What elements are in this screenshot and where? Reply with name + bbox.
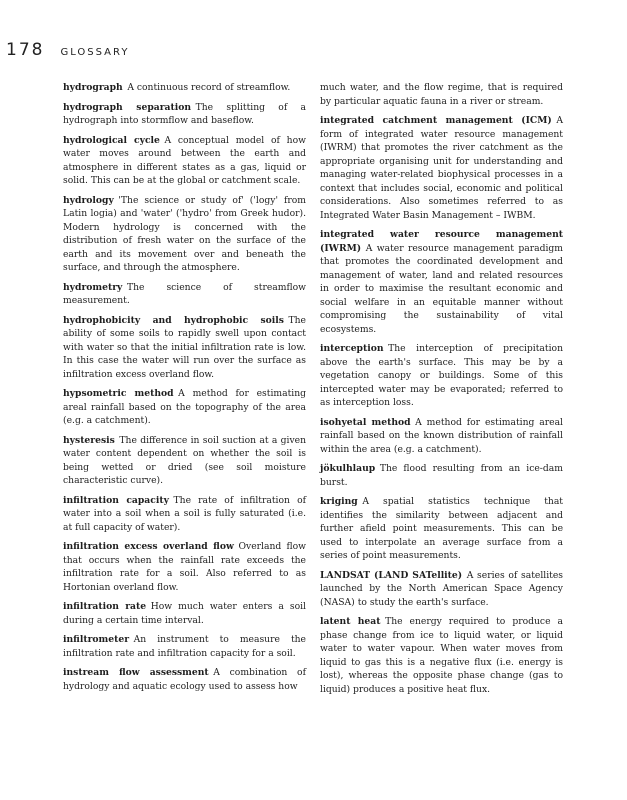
glossary-definition: 'The science or study of' ('logy' from Latin logia) and 'water' ('hydro' from Greek hudor). Modern hydrology is concerned with the distribution of fresh water on the surface of the earth and its movement over and beneath the surface, and through the atmosphere. — [63, 194, 306, 273]
glossary-definition: A continuous record of streamflow. — [127, 82, 291, 93]
glossary-term: LANDSAT (LAND SATellite) — [320, 569, 463, 581]
glossary-term: latent heat — [320, 616, 381, 627]
glossary-entry — [63, 134, 306, 188]
glossary-term: hysteresis — [63, 434, 115, 446]
glossary-definition: A method for estimating areal rainfall based on the topography of the area (e.g. a catchment). — [63, 388, 306, 426]
glossary-entry — [63, 540, 306, 594]
glossary-entry — [63, 314, 306, 382]
glossary-entry — [320, 228, 563, 336]
glossary-definition: The rate of infiltration of water into a soil when a soil is fully saturated (i.e. at full capacity of water). — [63, 494, 306, 533]
glossary-term: isohyetal method — [320, 416, 411, 428]
glossary-term: infiltrometer — [63, 634, 130, 645]
glossary-entry — [320, 342, 563, 410]
glossary-entry — [320, 114, 563, 222]
glossary-entry — [320, 569, 563, 610]
glossary-entry — [320, 81, 563, 108]
glossary-term: instream flow assessment — [63, 667, 209, 678]
glossary-definition: The splitting of a hydrograph into stormflow and baseflow. — [63, 101, 307, 126]
left-column — [63, 81, 306, 699]
glossary-entry — [63, 494, 306, 535]
glossary-term: infiltration capacity — [63, 494, 169, 506]
glossary-term: hydrophobicity and hydrophobic soils — [63, 314, 284, 326]
right-column — [320, 81, 563, 702]
glossary-definition: A series of satellites launched by the North American Space Agency (NASA) to study the earth's surface. — [320, 569, 563, 608]
glossary-entry — [63, 633, 306, 660]
glossary-definition: The energy required to produce a phase change from ice to liquid water, or liquid water to water vapour. When water moves from liquid to gas this is a negative flux (i.e. energy is lost), whereas the opposite phase change (gas to liquid) produces a positive heat flux. — [320, 616, 563, 695]
glossary-term: infiltration excess overland flow — [63, 541, 234, 552]
glossary-definition: The interception of precipitation above the earth's surface. This may be by a vegetation canopy or buildings. Some of this intercepted water may be evaporated; referred to as interception loss. — [320, 343, 563, 408]
glossary-definition: The science of streamflow measurement. — [63, 281, 306, 306]
glossary-term: jökulhlaup — [320, 463, 376, 474]
glossary-definition: much water, and the flow regime, that is required by particular aquatic fauna in a river or stream. — [320, 82, 563, 107]
glossary-definition: A combination of hydrology and aquatic ecology used to assess how — [63, 667, 306, 692]
glossary-term: hydrometry — [63, 281, 123, 293]
glossary-definition: The flood resulting from an ice-dam burst. — [320, 463, 563, 488]
glossary-term: integrated water resource management (IWRM) — [320, 229, 563, 254]
glossary-definition: A method for estimating areal rainfall based on the known distribution of rainfall within the area (e.g. a catchment). — [320, 416, 563, 455]
glossary-term: interception — [320, 343, 384, 354]
glossary-definition: How much water enters a soil during a certain time interval. — [63, 601, 306, 626]
page-header — [6, 40, 129, 62]
glossary-term: integrated catchment management (ICM) — [320, 115, 552, 126]
glossary-term: infiltration rate — [63, 601, 147, 612]
glossary-definition: A form of integrated water resource management (IWRM) that promotes the river catchment as the appropriate organising unit for understanding and managing water-related biophysical processes in a context that includes social, economic and political considerations. Also sometimes referred to as Integrated Water Basin Management – IWBM. — [320, 115, 563, 221]
glossary-entry — [320, 416, 563, 457]
glossary-entry — [320, 615, 563, 696]
glossary-entry — [320, 495, 563, 563]
glossary-definition: The difference in soil suction at a given water content dependent on whether the soil is being wetted or dried (see soil moisture characteristic curve). — [63, 434, 306, 486]
glossary-entry — [63, 387, 306, 428]
glossary-definition: A water resource management paradigm that promotes the coordinated development and management of water, land and related resources in order to maximise the resultant economic and social welfare in an equitable manner without compromising the sustainability of vital ecosystems. — [320, 242, 563, 335]
glossary-term: hydrology — [63, 194, 114, 206]
glossary-term: hydrograph — [63, 82, 123, 93]
glossary-definition: A spatial statistics technique that identifies the similarity between adjacent and further afield point measurements. This can be used to interpolate an average surface from a series of point measurements. — [320, 496, 563, 561]
glossary-term: hypsometric method — [63, 388, 174, 399]
glossary-definition: The ability of some soils to rapidly swell upon contact with water so that the initial infiltration rate is low. In this case the water will run over the surface as infiltration excess overland flow. — [63, 314, 306, 380]
glossary-entry — [63, 81, 306, 95]
glossary-entry — [63, 194, 306, 275]
glossary-definition: A conceptual model of how water moves around between the earth and atmosphere in different states as a gas, liquid or solid. This can be at the global or catchment scale. — [63, 134, 306, 186]
glossary-term: kriging — [320, 496, 358, 507]
glossary-entry — [320, 462, 563, 489]
page-number: 178 — [6, 40, 45, 60]
glossary-term: hydrograph separation — [63, 101, 192, 113]
glossary-definition: An instrument to measure the infiltration rate and infiltration capacity for a soil. — [63, 634, 306, 659]
running-head: GLOSSARY — [60, 47, 130, 58]
glossary-definition: Overland flow that occurs when the rainfall rate exceeds the infiltration rate for a soil. Also referred to as Hortonian overland flow. — [63, 541, 306, 593]
glossary-entry — [63, 666, 306, 693]
glossary-entry — [63, 434, 306, 488]
glossary-term: hydrological cycle — [63, 134, 160, 146]
glossary-entry — [63, 281, 306, 308]
glossary-entry — [63, 101, 306, 128]
glossary-entry — [63, 600, 306, 627]
